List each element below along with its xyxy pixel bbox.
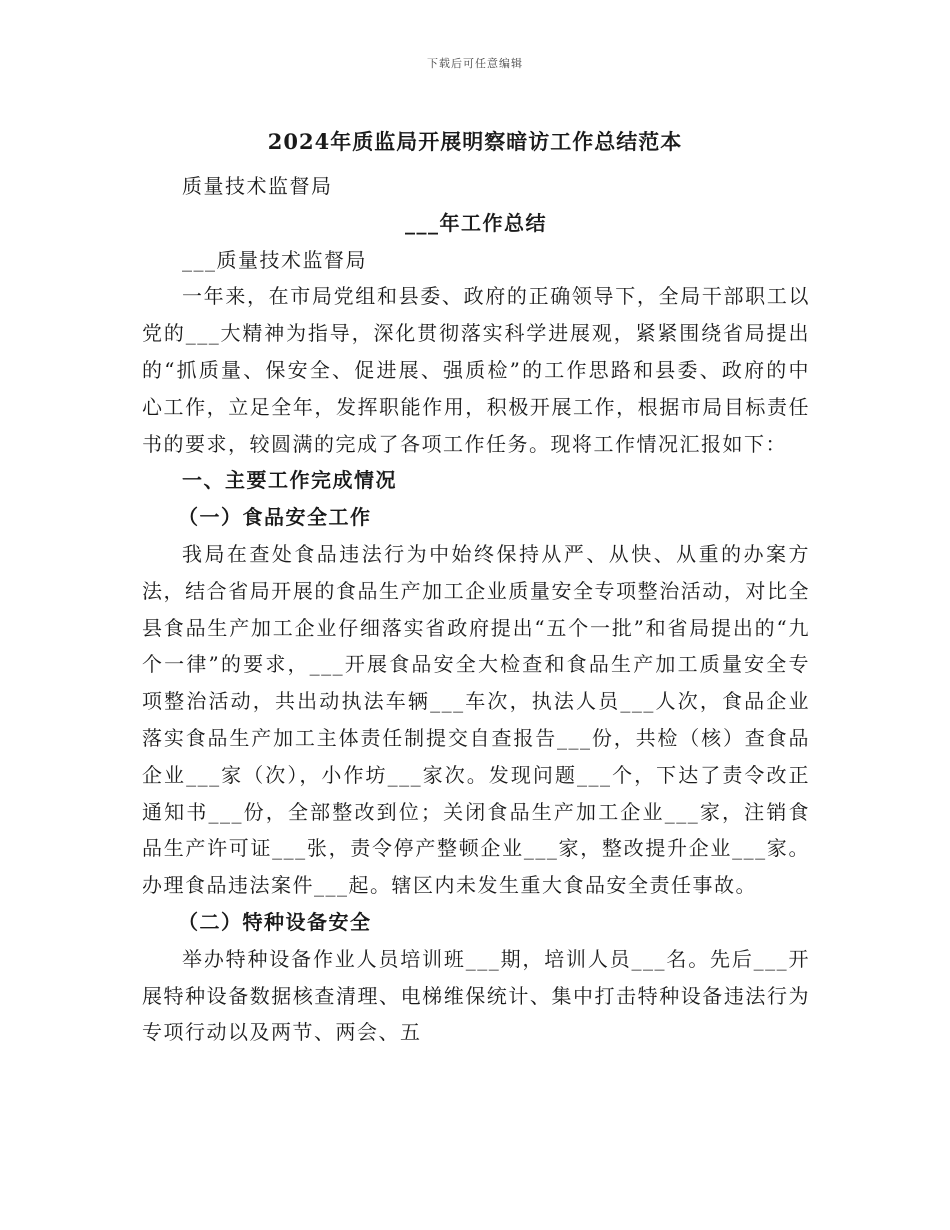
- org-line: 质量技术监督局: [182, 174, 333, 198]
- intro-paragraph: 一年来，在市局党组和县委、政府的正确领导下，全局干部职工以党的___大精神为指导，深化贯彻落实科学进展观，紧紧围绕省局提出的“抓质量、保安全、促进展、强质检”的工作思路和县委、政府的中心工作，立足全年，发挥职能作用，积极开展工作，根据市局目标责任书的要求，较圆满的完成了各项工作任务。现将工作情况汇报如下：: [142, 284, 810, 456]
- section-heading-main-work: 一、主要工作完成情况: [182, 468, 397, 493]
- document-subtitle: ___年工作总结: [405, 210, 547, 235]
- food-safety-paragraph: 我局在查处食品违法行为中始终保持从严、从快、从重的办案方法，结合省局开展的食品生产加工企业质量安全专项整治活动，对比全县食品生产加工企业仔细落实省政府提出“五个一批”和省局提出的“九个一律”的要求，___开展食品安全大检查和食品生产加工质量安全专项整治活动，共出动执法车辆___车次，执法人员___人次，食品企业落实食品生产加工主体责任制提交自查报告___份，共检（核）查食品企业___家（次），小作坊___家次。发现问题___个，下达了责令改正通知书___份，全部整改到位；关闭食品生产加工企业___家，注销食品生产许可证___张，责令停产整顿企业___家，整改提升企业___家。办理食品违法案件___起。辖区内未发生重大食品安全责任事故。: [142, 541, 810, 898]
- page-header-note: 下载后可任意编辑: [427, 57, 523, 70]
- org-line-2: ___质量技术监督局: [182, 247, 367, 272]
- subsection-heading-food-safety: （一）食品安全工作: [178, 505, 372, 530]
- document-body: [142, 168, 810, 1051]
- subsection-heading-special-equipment: （二）特种设备安全: [178, 909, 372, 934]
- document-title: 2024年质监局开展明察暗访工作总结范本: [267, 129, 683, 154]
- special-equipment-paragraph: 举办特种设备作业人员培训班___期，培训人员___名。先后___开展特种设备数据核查清理、电梯维保统计、集中打击特种设备违法行为专项行动以及两节、两会、五: [142, 946, 810, 1045]
